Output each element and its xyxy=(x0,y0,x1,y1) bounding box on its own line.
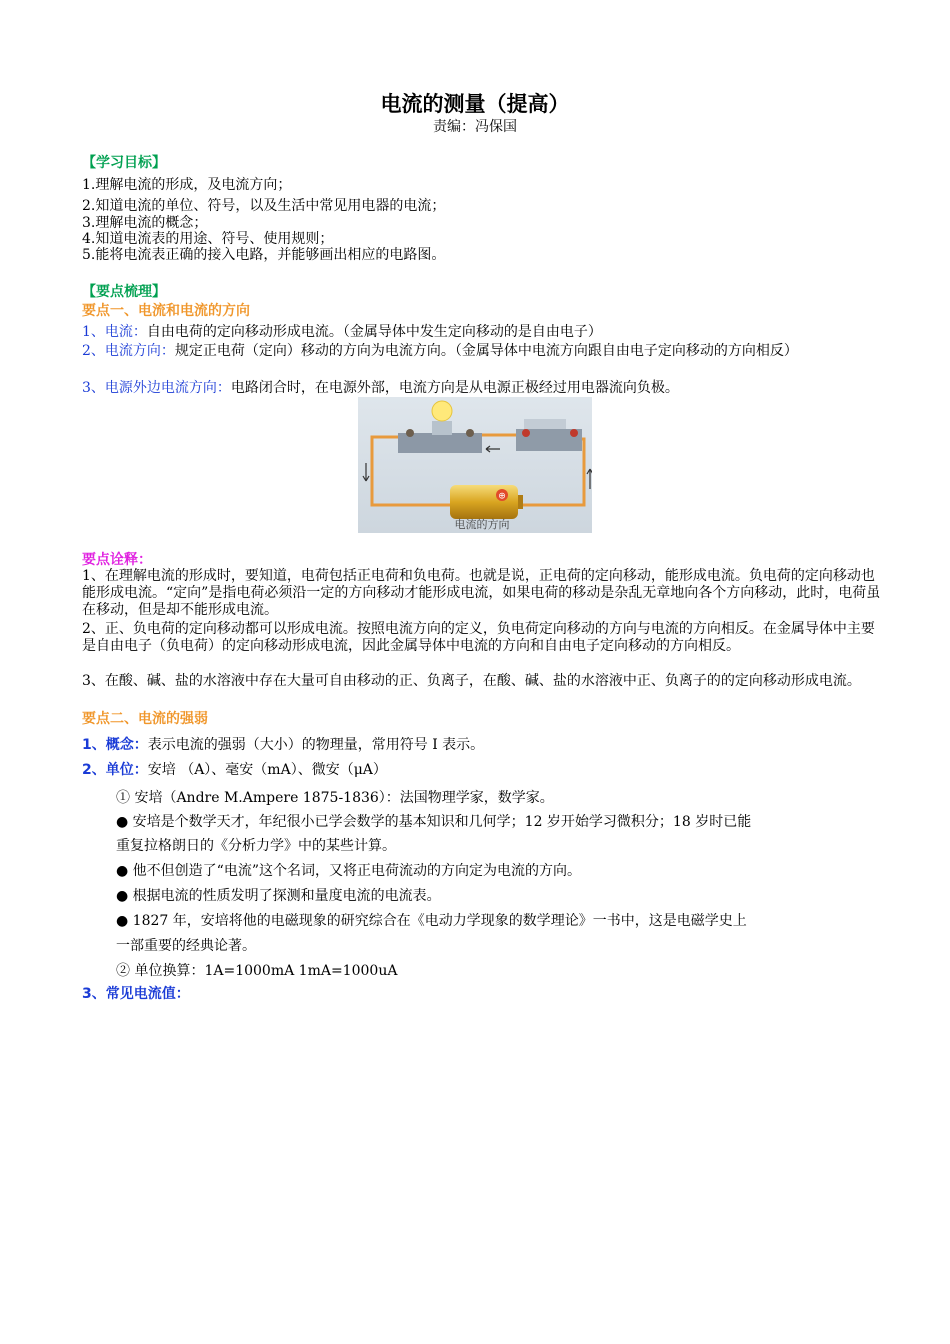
lamp-socket xyxy=(432,421,452,435)
current-label: 1、电流： xyxy=(82,324,147,340)
battery-plus-text: ⊕ xyxy=(498,491,506,502)
current-direction xyxy=(82,343,877,360)
editor-line: 责编：冯保国 xyxy=(433,119,517,135)
switch-terminal-icon xyxy=(522,429,530,437)
ampere-bullet: ● 他不但创造了“电流”这个名词，又将正电荷流动的方向定为电流的方向。 xyxy=(116,863,581,879)
ampere-bullet: ● 安培是个数学天才，年纪很小已学会数学的基本知识和几何学；12 岁开始学习微积分；18 岁时已能 xyxy=(116,814,752,830)
goals-heading: 【学习目标】 xyxy=(82,155,166,171)
concept-text: 表示电流的强弱（大小）的物理量，常用符号 I 表示。 xyxy=(147,737,485,753)
goal-item: 5.能将电流表正确的接入电路，并能够画出相应的电路图。 xyxy=(82,247,446,263)
goal-item: 2.知道电流的单位、符号，以及生活中常见用电器的电流； xyxy=(82,198,446,214)
ampere-intro: ① 安培（Andre M.Ampere 1875-1836）：法国物理学家，数学家。 xyxy=(116,790,554,806)
unit-line xyxy=(82,762,387,779)
figure-caption: 电流的方向 xyxy=(454,518,510,531)
bulb-icon xyxy=(432,401,452,421)
unit-label: 2、单位： xyxy=(82,762,148,778)
goal-item: 1.理解电流的形成，及电流方向； xyxy=(82,177,292,193)
terminal-icon xyxy=(466,429,474,437)
concept-line xyxy=(82,737,484,754)
ampere-bullet: ● 根据电流的性质发明了探测和量度电流的电流表。 xyxy=(116,888,441,904)
unit-text: 安培 （A）、毫安（mA）、微安（μA） xyxy=(147,762,387,778)
explain-heading: 要点诠释： xyxy=(82,552,152,568)
page-title: 电流的测量（提高） xyxy=(380,92,570,116)
switch-lever xyxy=(524,419,566,429)
external-current-direction xyxy=(82,380,679,397)
direction-label: 2、电流方向： xyxy=(82,343,175,359)
goal-item: 3.理解电流的概念； xyxy=(82,215,208,231)
review-heading: 【要点梳理】 xyxy=(82,284,166,300)
common-current-heading: 3、常见电流值： xyxy=(82,986,190,1002)
ampere-bullet-continued: 重复拉格朗日的《分析力学》中的某些计算。 xyxy=(116,838,396,854)
point2-heading: 要点二、电流的强弱 xyxy=(82,711,208,727)
current-text: 自由电荷的定向移动形成电流。（金属导体中发生定向移动的是自由电子） xyxy=(146,324,602,340)
ampere-bullet: ● 1827 年，安培将他的电磁现象的研究综合在《电动力学现象的数学理论》一书中，这是电磁学史上 xyxy=(116,913,747,929)
point1-heading: 要点一、电流和电流的方向 xyxy=(82,303,250,319)
switch-terminal-icon xyxy=(570,429,578,437)
unit-conversion: ② 单位换算：1A=1000mA 1mA=1000uA xyxy=(116,963,398,979)
goal-item: 4.知道电流表的用途、符号、使用规则； xyxy=(82,231,334,247)
explain-paragraph-1: 1、在理解电流的形成时，要知道，电荷包括正电荷和负电荷。也就是说，正电荷的定向移动，能形成电流。负电荷的定向移动也能形成电流。“定向”是指电荷必须沿一定的方向移动才能形成电流，如果电荷的移动是杂乱无章地向各个方向移动，此时，电荷虽在移动，但是却不能形成电流。 xyxy=(82,568,881,618)
direction-text: 规定正电荷（定向）移动的方向为电流方向。（金属导体中电流方向跟自由电子定向移动的方向相反） xyxy=(174,343,798,359)
terminal-icon xyxy=(406,429,414,437)
battery xyxy=(450,485,518,519)
external-label: 3、电源外边电流方向： xyxy=(82,380,231,396)
current-direction-figure xyxy=(358,397,592,533)
external-text: 电路闭合时，在电源外部，电流方向是从电源正极经过用电器流向负极。 xyxy=(230,380,679,396)
ampere-bullet-continued: 一部重要的经典论著。 xyxy=(116,938,256,954)
battery-cap xyxy=(518,495,523,509)
concept-label: 1、概念： xyxy=(82,737,148,753)
explain-paragraph-3: 3、在酸、碱、盐的水溶液中存在大量可自由移动的正、负离子，在酸、碱、盐的水溶液中正、负离子的的定向移动形成电流。 xyxy=(82,673,861,689)
current-definition xyxy=(82,324,602,341)
explain-paragraph-2: 2、正、负电荷的定向移动都可以形成电流。按照电流方向的定义，负电荷定向移动的方向与电流的方向相反。在金属导体中主要是自由电子（负电荷）的定向移动形成电流，因此金属导体中电流的方向和自由电子定向移动的方向相反。 xyxy=(82,621,875,654)
